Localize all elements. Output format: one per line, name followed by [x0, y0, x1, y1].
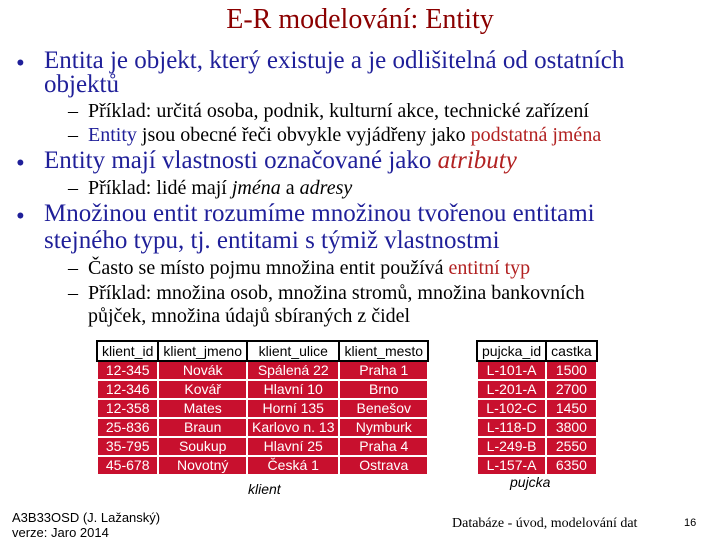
- table-cell: L-249-B: [477, 437, 546, 456]
- footer-course-info: [12, 510, 160, 540]
- table-cell: Karlovo n. 13: [247, 418, 340, 437]
- table-row: [97, 380, 428, 399]
- table-cell: Nymburk: [339, 418, 428, 437]
- sub-text: jsou obecné řeči obvykle vyjádřeny jako: [136, 124, 471, 146]
- term-adresy: adresy: [299, 177, 353, 199]
- table-cell: 2550: [546, 437, 596, 456]
- table-cell: L-157-A: [477, 456, 546, 475]
- table-cell: 25-836: [97, 418, 158, 437]
- table-cell: 35-795: [97, 437, 158, 456]
- sub-text: a: [280, 177, 300, 199]
- term-podstatna-jmena: podstatná jména: [470, 124, 602, 146]
- table-row: [97, 456, 428, 475]
- page-number: 16: [684, 517, 697, 529]
- table-cell: Novák: [158, 361, 247, 380]
- table-cell: 1450: [546, 399, 596, 418]
- bullet-1-sub-2: [88, 124, 601, 146]
- sub-text: Často se místo pojmu množina entit používá: [88, 257, 449, 279]
- table-cell: Novotný: [158, 456, 247, 475]
- column-header: klient_id: [97, 341, 158, 361]
- bullet-2: [44, 148, 517, 174]
- footer-author: A3B33OSD (J. Lažanský): [12, 510, 161, 525]
- column-header: castka: [546, 341, 596, 361]
- table-cell: Soukup: [158, 437, 247, 456]
- table-cell: 12-345: [97, 361, 158, 380]
- sub-bullet-marker: –: [68, 257, 78, 279]
- column-header: klient_ulice: [247, 341, 340, 361]
- table-cell: Hlavní 25: [247, 437, 340, 456]
- table-cell: 45-678: [97, 456, 158, 475]
- table-row: [477, 418, 597, 437]
- sub-bullet-marker: –: [68, 282, 78, 304]
- slide-title: E-R modelování: Entity: [226, 4, 494, 35]
- pujcka-table: [476, 340, 598, 476]
- table-cell: 1500: [546, 361, 596, 380]
- bullet-1-line-1: Entita je objekt, který existuje a je odlišitelná od ostatních: [44, 47, 625, 74]
- table-row: [477, 437, 597, 456]
- bullet-marker: •: [16, 150, 25, 177]
- table-cell: L-201-A: [477, 380, 546, 399]
- table-cell: L-118-D: [477, 418, 546, 437]
- table-row: [97, 361, 428, 380]
- table-cell: 6350: [546, 456, 596, 475]
- table-cell: 3800: [546, 418, 596, 437]
- table-cell: Benešov: [339, 399, 428, 418]
- footer-version: verze: Jaro 2014: [12, 525, 109, 540]
- table-row: [477, 399, 597, 418]
- table-cell: Kovář: [158, 380, 247, 399]
- footer-lecture-title: Databáze - úvod, modelování dat: [452, 516, 638, 531]
- pujcka-table-caption: pujcka: [510, 474, 551, 490]
- table-row: [477, 380, 597, 399]
- table-cell: Ostrava: [339, 456, 428, 475]
- bullet-3-line-1: Množinou entit rozumíme množinou tvořenou entitami: [44, 200, 595, 227]
- term-atributy: atributy: [437, 147, 517, 174]
- sub-bullet-marker: –: [68, 124, 78, 146]
- klient-table-caption: klient: [248, 481, 281, 497]
- table-row: [477, 456, 597, 475]
- table-header-row: [477, 341, 597, 361]
- table-row: [97, 399, 428, 418]
- bullet-3-sub-2-line-1: Příklad: množina osob, množina stromů, množina bankovních: [88, 282, 585, 304]
- column-header: klient_jmeno: [158, 341, 247, 361]
- table-row: [97, 418, 428, 437]
- bullet-3-line-2: stejného typu, tj. entitami s týmiž vlastnostmi: [44, 227, 500, 254]
- table-cell: Mates: [158, 399, 247, 418]
- sub-text: Příklad: lidé mají: [88, 177, 232, 199]
- table-cell: Spálená 22: [247, 361, 340, 380]
- table-cell: Brno: [339, 380, 428, 399]
- bullet-3-sub-1: [88, 257, 530, 279]
- sub-bullet-marker: –: [68, 177, 78, 199]
- table-header-row: [97, 341, 428, 361]
- table-cell: 2700: [546, 380, 596, 399]
- table-cell: L-101-A: [477, 361, 546, 380]
- table-cell: Praha 4: [339, 437, 428, 456]
- table-cell: Braun: [158, 418, 247, 437]
- table-row: [477, 361, 597, 380]
- table-row: [97, 437, 428, 456]
- column-header: pujcka_id: [477, 341, 546, 361]
- bullet-1-sub-1: Příklad: určitá osoba, podnik, kulturní akce, technické zařízení: [88, 100, 589, 122]
- sub-bullet-marker: –: [68, 100, 78, 122]
- bullet-3-sub-2-line-2: půjček, množina údajů sbíraných z čidel: [88, 305, 411, 327]
- table-cell: Horní 135: [247, 399, 340, 418]
- table-cell: L-102-C: [477, 399, 546, 418]
- table-cell: Hlavní 10: [247, 380, 340, 399]
- table-cell: Praha 1: [339, 361, 428, 380]
- term-jmena: jména: [231, 177, 281, 199]
- klient-table: [96, 340, 429, 476]
- bullet-1-line-2: objektů: [44, 71, 119, 98]
- bullet-2-text: Entity mají vlastnosti označované jako: [44, 147, 438, 174]
- term-entitni-typ: entitní typ: [448, 257, 531, 279]
- table-cell: Česká 1: [247, 456, 340, 475]
- column-header: klient_mesto: [339, 341, 428, 361]
- bullet-marker: •: [16, 203, 25, 230]
- term-entity: Entity: [88, 124, 137, 146]
- bullet-2-sub-1: [88, 177, 352, 199]
- table-cell: 12-346: [97, 380, 158, 399]
- table-cell: 12-358: [97, 399, 158, 418]
- bullet-marker: •: [16, 50, 25, 77]
